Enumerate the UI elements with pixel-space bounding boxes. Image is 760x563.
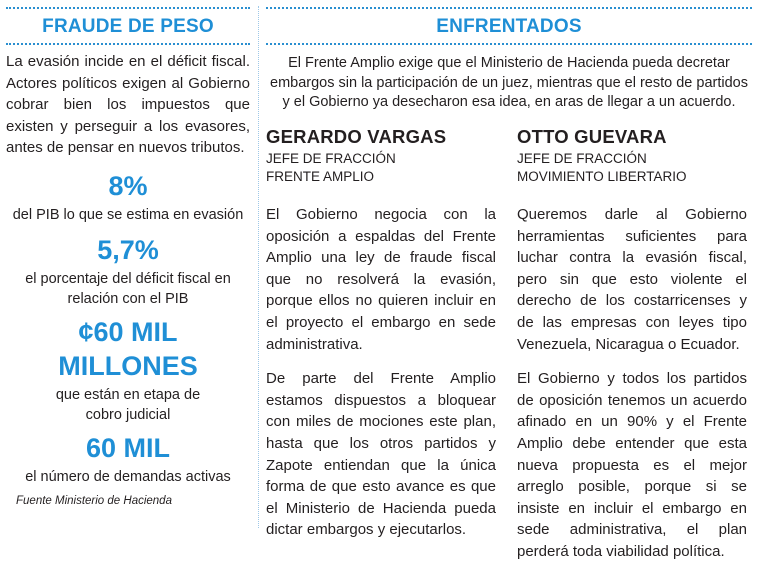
stat-value: ¢60 MIL MILLONES [58, 316, 198, 381]
left-section-title: FRAUDE DE PESO [42, 16, 214, 37]
quote-paragraph: El Gobierno y todos los partidos de oposición tenemos un acuerdo afinado en un 90% y el Frente Amplio debe entender que esta nueva propuesta es el mejor arreglo posible, porque si se insiste en incluir el embargo en sede administrativa, el plan perderá toda viabilidad política. [517, 370, 747, 560]
person-column-vargas [266, 126, 496, 541]
stat-value: 8% [108, 170, 148, 201]
right-section-title: ENFRENTADOS [436, 16, 582, 37]
quote-paragraph: De parte del Frente Amplio estamos dispuestos a bloquear con miles de mociones este plan, hasta que los otros partidos y Zapote entiendan que la única forma de que esto avance es que el Ministerio de Hacienda pueda dictar embargos y ejecutarlos. [266, 370, 496, 539]
person-party: FRENTE AMPLIO [266, 169, 375, 184]
stat-desc: del PIB lo que se estima en evasión [12, 206, 244, 223]
person-role: JEFE DE FRACCIÓN [266, 151, 396, 166]
person-name: OTTO GUEVARA [517, 126, 667, 147]
stat-desc: el número de demandas activas [25, 468, 231, 485]
person-party: MOVIMIENTO LIBERTARIO [517, 169, 687, 184]
stat-value: 5,7% [97, 234, 159, 265]
quote-paragraph: El Gobierno negocia con la oposición a espaldas del Frente Amplio una ley de fraude fiscal que no resolverá la evasión, porque ellos no quieren incluir en el proyecto el embargo en sede administrativa. [266, 206, 496, 353]
stat-desc: que están en etapa de cobro judicial [55, 386, 201, 423]
left-panel [6, 51, 250, 507]
left-top-rule [6, 7, 250, 9]
person-column-guevara [517, 126, 747, 563]
person-name: GERARDO VARGAS [266, 126, 447, 147]
left-title-rule [6, 43, 250, 45]
quote-paragraph: Queremos darle al Gobierno herramientas suficientes para luchar contra la evasión fiscal, pero sin que esto violente el derecho de los costarricenses y de las empresas con leyes tipo Venezuela, Nicaragua o Ecuador. [517, 206, 747, 353]
stat-desc: el porcentaje del déficit fiscal en relación con el PIB [25, 270, 231, 307]
source-note: Fuente Ministerio de Hacienda [16, 494, 172, 507]
right-title-rule [266, 43, 752, 45]
right-top-rule [266, 7, 752, 9]
column-divider [258, 6, 259, 528]
person-role: JEFE DE FRACCIÓN [517, 151, 647, 166]
right-intro: El Frente Amplio exige que el Ministerio de Hacienda pueda decretar embargos sin la participación de un juez, mientras que el resto de partidos y el Gobierno ya desecharon esa idea, en aras de llegar a un acuerdo. [270, 55, 748, 110]
left-intro: La evasión incide en el déficit fiscal. Actores políticos exigen al Gobierno cobrar bien los impuestos que existen y perseguir a los evasores, antes de pensar en nuevos tributos. [6, 53, 250, 157]
stat-value: 60 MIL [85, 432, 171, 463]
